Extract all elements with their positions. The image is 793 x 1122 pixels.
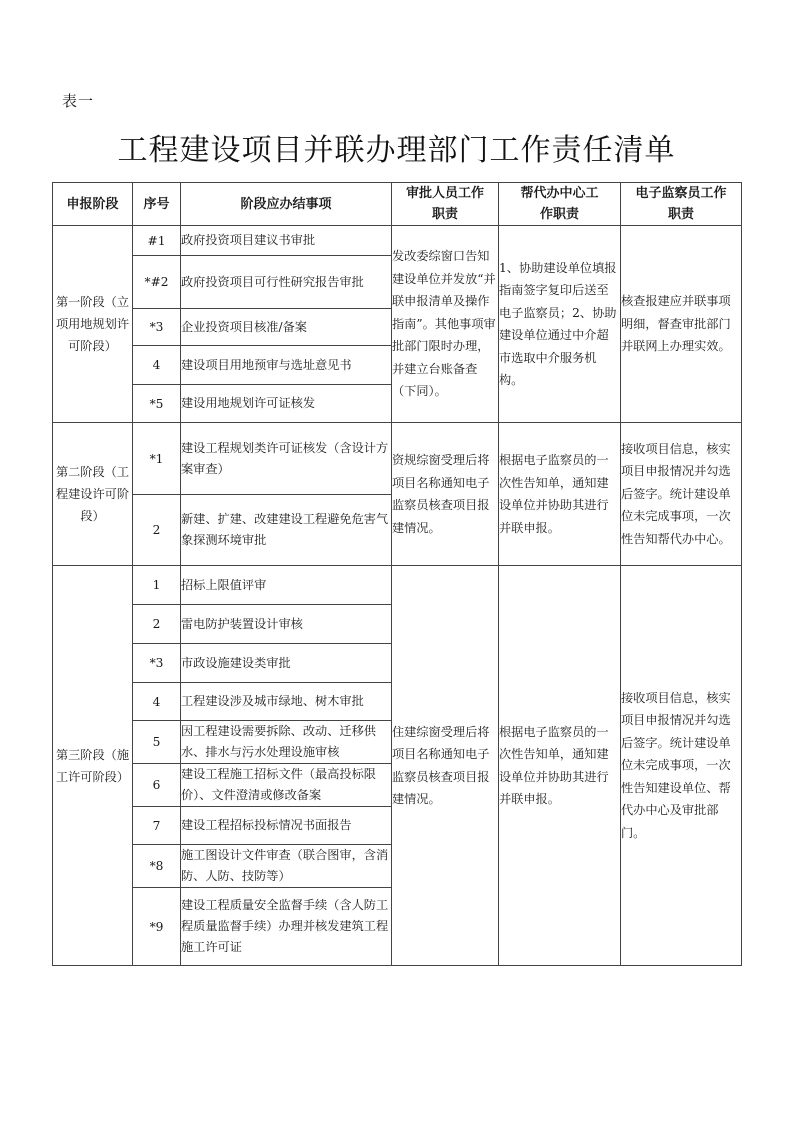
- header-approver-duty-label: 审批人员工作职责: [406, 186, 485, 222]
- task-cell: 雷电防护装置设计审核: [181, 605, 392, 644]
- stage-3-monitor-duty: 接收项目信息，核实项目申报情况并勾选后签字。统计建设单位未完成事项，一次性告知建设单位、帮代办中心及审批部门。: [621, 566, 742, 966]
- seq-cell: 2: [133, 495, 181, 566]
- stage-1-name: 第一阶段（立项用地规划许可阶段）: [53, 226, 133, 423]
- seq-cell: *8: [133, 845, 181, 888]
- table-row: [53, 566, 742, 605]
- task-cell: 建设工程规划类许可证核发（含设计方案审查）: [181, 423, 392, 495]
- header-task: [181, 183, 392, 226]
- seq-cell: 2: [133, 605, 181, 644]
- header-approver-duty: [392, 183, 499, 226]
- task-cell: 因工程建设需要拆除、改动、迁移供水、排水与污水处理设施审核: [181, 721, 392, 764]
- header-stage-label: 申报阶段: [66, 196, 119, 212]
- header-seq: [133, 183, 181, 226]
- seq-cell: 4: [133, 683, 181, 721]
- stage-1-agency-duty: 1、协助建设单位填报指南签字复印后送至电子监察员；2、协助建设单位通过中介超市选取中介服务机构。: [499, 226, 621, 423]
- task-cell: 建设项目用地预审与选址意见书: [181, 346, 392, 385]
- header-stage: [53, 183, 133, 226]
- table-header-row: [53, 183, 742, 226]
- table-row: [53, 423, 742, 495]
- header-task-label: 阶段应办结事项: [240, 196, 332, 212]
- seq-cell: 4: [133, 346, 181, 385]
- responsibility-table: [52, 182, 742, 966]
- seq-cell: *9: [133, 888, 181, 966]
- task-cell: 新建、扩建、改建建设工程避免危害气象探测环境审批: [181, 495, 392, 566]
- seq-cell: #1: [133, 226, 181, 256]
- seq-cell: 6: [133, 764, 181, 807]
- task-cell: 建设工程施工招标文件（最高投标限价）、文件澄清或修改备案: [181, 764, 392, 807]
- task-cell: 施工图设计文件审查（联合图审，含消防、人防、技防等）: [181, 845, 392, 888]
- stage-1-approver-duty: 发改委综窗口告知建设单位并发放“并联申报清单及操作指南”。其他事项审批部门限时办理，并建立台账备查（下同）。: [392, 226, 499, 423]
- seq-cell: *3: [133, 309, 181, 346]
- header-seq-label: 序号: [143, 196, 170, 212]
- task-cell: 建设用地规划许可证核发: [181, 385, 392, 423]
- table-row: [53, 226, 742, 256]
- header-monitor-duty-label: 电子监察员工作职责: [635, 186, 727, 222]
- seq-cell: *3: [133, 644, 181, 683]
- stage-3-agency-duty: 根据电子监察员的一次性告知单，通知建设单位并协助其进行并联申报。: [499, 566, 621, 966]
- task-cell: 企业投资项目核准/备案: [181, 309, 392, 346]
- seq-cell: *#2: [133, 256, 181, 309]
- stage-2-monitor-duty: 接收项目信息，核实项目申报情况并勾选后签字。统计建设单位未完成事项，一次性告知帮代办中心。: [621, 423, 742, 566]
- task-cell: 工程建设涉及城市绿地、树木审批: [181, 683, 392, 721]
- stage-2-name: 第二阶段（工程建设许可阶段）: [53, 423, 133, 566]
- seq-cell: 5: [133, 721, 181, 764]
- header-monitor-duty: [621, 183, 742, 226]
- header-agency-duty-label: 帮代办中心工作职责: [520, 186, 599, 222]
- stage-1-monitor-duty: 核查报建应并联事项明细，督查审批部门并联网上办理实效。: [621, 226, 742, 423]
- task-cell: 建设工程招标投标情况书面报告: [181, 807, 392, 845]
- task-cell: 政府投资项目建议书审批: [181, 226, 392, 256]
- task-cell: 招标上限值评审: [181, 566, 392, 605]
- document-title: 工程建设项目并联办理部门工作责任清单: [117, 133, 676, 168]
- seq-cell: 1: [133, 566, 181, 605]
- task-cell: 建设工程质量安全监督手续（含人防工程质量监督手续）办理并核发建筑工程施工许可证: [181, 888, 392, 966]
- table-label: 表一: [62, 92, 95, 110]
- stage-3-name: 第三阶段（施工许可阶段）: [53, 566, 133, 966]
- stage-2-agency-duty: 根据电子监察员的一次性告知单，通知建设单位并协助其进行并联申报。: [499, 423, 621, 566]
- task-cell: 市政设施建设类审批: [181, 644, 392, 683]
- stage-3-approver-duty: 住建综窗受理后将项目名称通知电子监察员核查项目报建情况。: [392, 566, 499, 966]
- task-cell: 政府投资项目可行性研究报告审批: [181, 256, 392, 309]
- seq-cell: *1: [133, 423, 181, 495]
- seq-cell: 7: [133, 807, 181, 845]
- stage-2-approver-duty: 资规综窗受理后将项目名称通知电子监察员核查项目报建情况。: [392, 423, 499, 566]
- header-agency-duty: [499, 183, 621, 226]
- seq-cell: *5: [133, 385, 181, 423]
